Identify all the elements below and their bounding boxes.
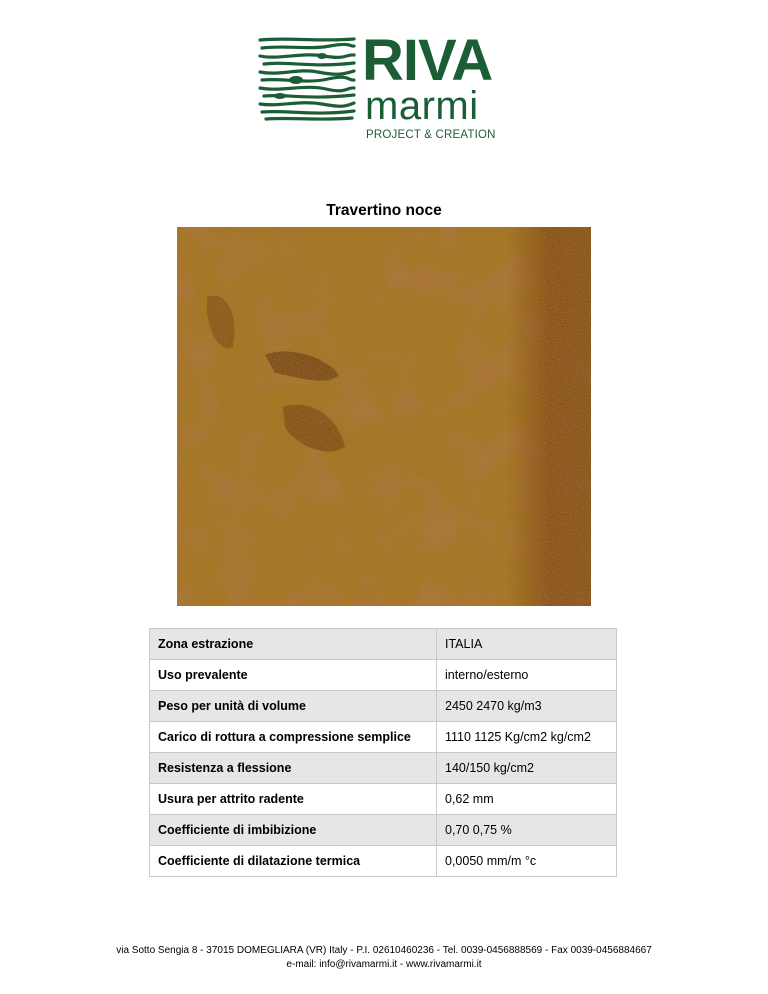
footer-address: via Sotto Sengia 8 - 37015 DOMEGLIARA (VR) Italy - P.I. 02610460236 - Tel. 0039-0456888569 - Fax 0039-0456884667 [116, 945, 652, 956]
brand-name: RIVA [362, 28, 493, 93]
property-label: Carico di rottura a compressione semplice [150, 722, 437, 753]
property-label: Usura per attrito radente [150, 784, 437, 815]
table-row [150, 753, 617, 784]
company-logo [258, 28, 514, 146]
table-row [150, 815, 617, 846]
table-row [150, 629, 617, 660]
properties-table [149, 628, 617, 877]
brand-tagline: PROJECT & CREATION [366, 129, 496, 141]
table-row [150, 691, 617, 722]
property-value: interno/esterno [437, 660, 617, 691]
property-value: 2450 2470 kg/m3 [437, 691, 617, 722]
property-label: Uso prevalente [150, 660, 437, 691]
property-label: Peso per unità di volume [150, 691, 437, 722]
marble-sample-image [177, 227, 591, 606]
page-title: Travertino noce [326, 202, 442, 219]
property-label: Coefficiente di imbibizione [150, 815, 437, 846]
property-value: 140/150 kg/cm2 [437, 753, 617, 784]
table-row [150, 846, 617, 877]
property-value: ITALIA [437, 629, 617, 660]
table-row [150, 784, 617, 815]
table-row [150, 660, 617, 691]
marble-veins-icon [258, 34, 356, 122]
property-label: Zona estrazione [150, 629, 437, 660]
table-row [150, 722, 617, 753]
property-label: Resistenza a flessione [150, 753, 437, 784]
property-value: 0,70 0,75 % [437, 815, 617, 846]
property-value: 0,62 mm [437, 784, 617, 815]
page-footer [0, 944, 768, 972]
property-value: 1110 1125 Kg/cm2 kg/cm2 [437, 722, 617, 753]
property-label: Coefficiente di dilatazione termica [150, 846, 437, 877]
brand-subname: marmi [365, 84, 479, 128]
property-value: 0,0050 mm/m °c [437, 846, 617, 877]
footer-contacts: e-mail: info@rivamarmi.it - www.rivamarmi.it [286, 959, 482, 970]
